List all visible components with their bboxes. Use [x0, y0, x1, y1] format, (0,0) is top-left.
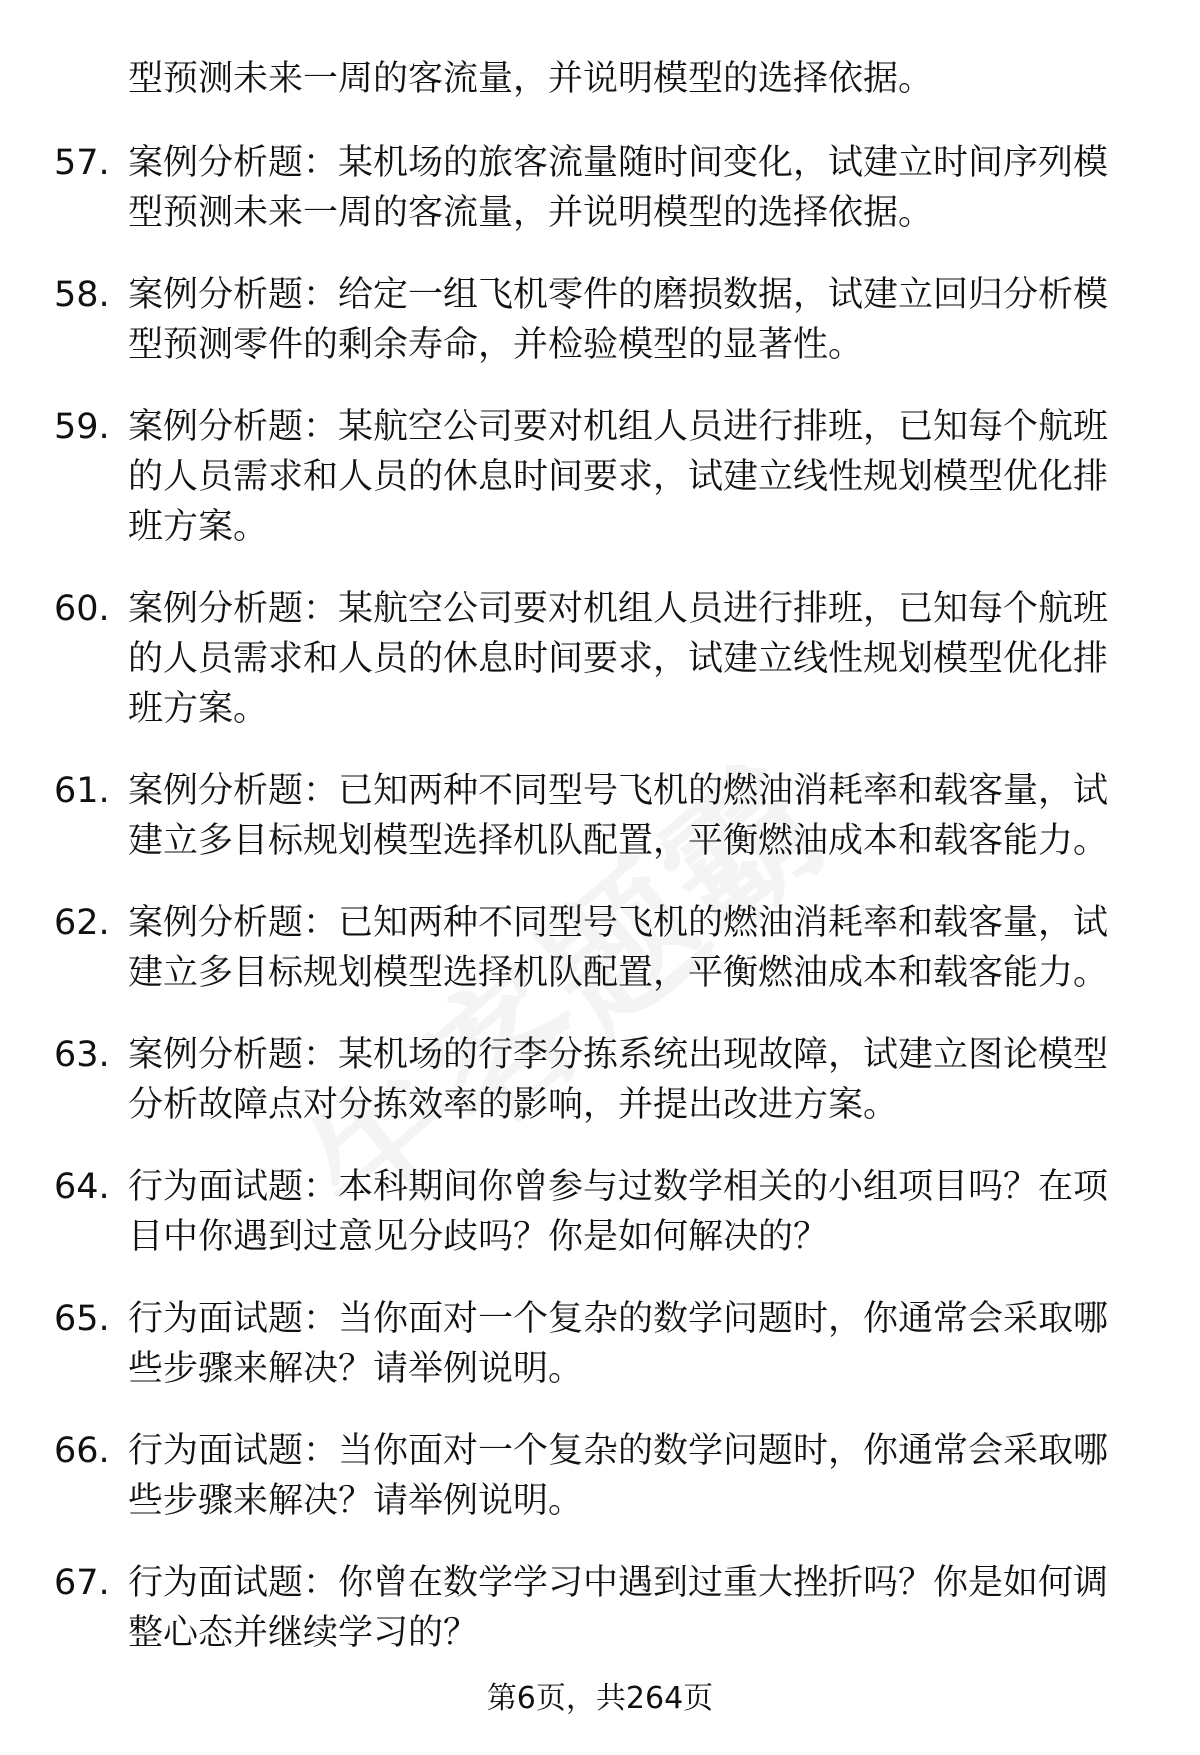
question-text: 行为面试题：本科期间你曾参与过数学相关的小组项目吗？在项目中你遇到过意见分歧吗？你是如何解决的？ — [128, 1167, 1109, 1257]
question-number: 59. — [54, 407, 110, 447]
question-item — [0, 898, 1138, 998]
question-item — [0, 1558, 1138, 1658]
question-number: 65. — [54, 1299, 110, 1339]
question-text: 行为面试题：当你面对一个复杂的数学问题时，你通常会采取哪些步骤来解决？请举例说明。 — [128, 1299, 1109, 1389]
question-item — [0, 138, 1138, 238]
question-item — [0, 270, 1138, 370]
question-text: 案例分析题：给定一组飞机零件的磨损数据，试建立回归分析模型预测零件的剩余寿命，并检验模型的显著性。 — [128, 275, 1109, 365]
question-item — [0, 1294, 1138, 1394]
question-text: 案例分析题：某航空公司要对机组人员进行排班，已知每个航班的人员需求和人员的休息时间要求，试建立线性规划模型优化排班方案。 — [128, 589, 1109, 729]
question-item — [0, 1426, 1138, 1526]
question-item — [0, 1030, 1138, 1130]
question-number: 67. — [54, 1563, 110, 1603]
question-number: 66. — [54, 1431, 110, 1471]
question-text: 案例分析题：某航空公司要对机组人员进行排班，已知每个航班的人员需求和人员的休息时间要求，试建立线性规划模型优化排班方案。 — [128, 407, 1109, 547]
continued-question-text: 型预测未来一周的客流量，并说明模型的选择依据。 — [128, 59, 934, 99]
question-text: 案例分析题：已知两种不同型号飞机的燃油消耗率和载客量，试建立多目标规划模型选择机队配置，平衡燃油成本和载客能力。 — [128, 903, 1109, 993]
question-number: 61. — [54, 771, 110, 811]
question-number: 58. — [54, 275, 110, 315]
question-text: 案例分析题：某机场的旅客流量随时间变化，试建立时间序列模型预测未来一周的客流量，并说明模型的选择依据。 — [128, 143, 1109, 233]
question-number: 63. — [54, 1035, 110, 1075]
question-number: 57. — [54, 143, 110, 183]
question-list — [0, 138, 1200, 1690]
question-item — [0, 1162, 1138, 1262]
question-item — [0, 584, 1138, 734]
question-text: 案例分析题：某机场的行李分拣系统出现故障，试建立图论模型分析故障点对分拣效率的影响，并提出改进方案。 — [128, 1035, 1109, 1125]
question-text: 行为面试题：当你面对一个复杂的数学问题时，你通常会采取哪些步骤来解决？请举例说明。 — [128, 1431, 1109, 1521]
question-text: 案例分析题：已知两种不同型号飞机的燃油消耗率和载客量，试建立多目标规划模型选择机队配置，平衡燃油成本和载客能力。 — [128, 771, 1109, 861]
question-number: 62. — [54, 903, 110, 943]
question-item — [0, 766, 1138, 866]
question-number: 64. — [54, 1167, 110, 1207]
question-number: 60. — [54, 589, 110, 629]
question-text: 行为面试题：你曾在数学学习中遇到过重大挫折吗？你是如何调整心态并继续学习的？ — [128, 1563, 1109, 1653]
page-footer: 第6页，共264页 — [486, 1681, 714, 1716]
question-item — [0, 402, 1138, 552]
